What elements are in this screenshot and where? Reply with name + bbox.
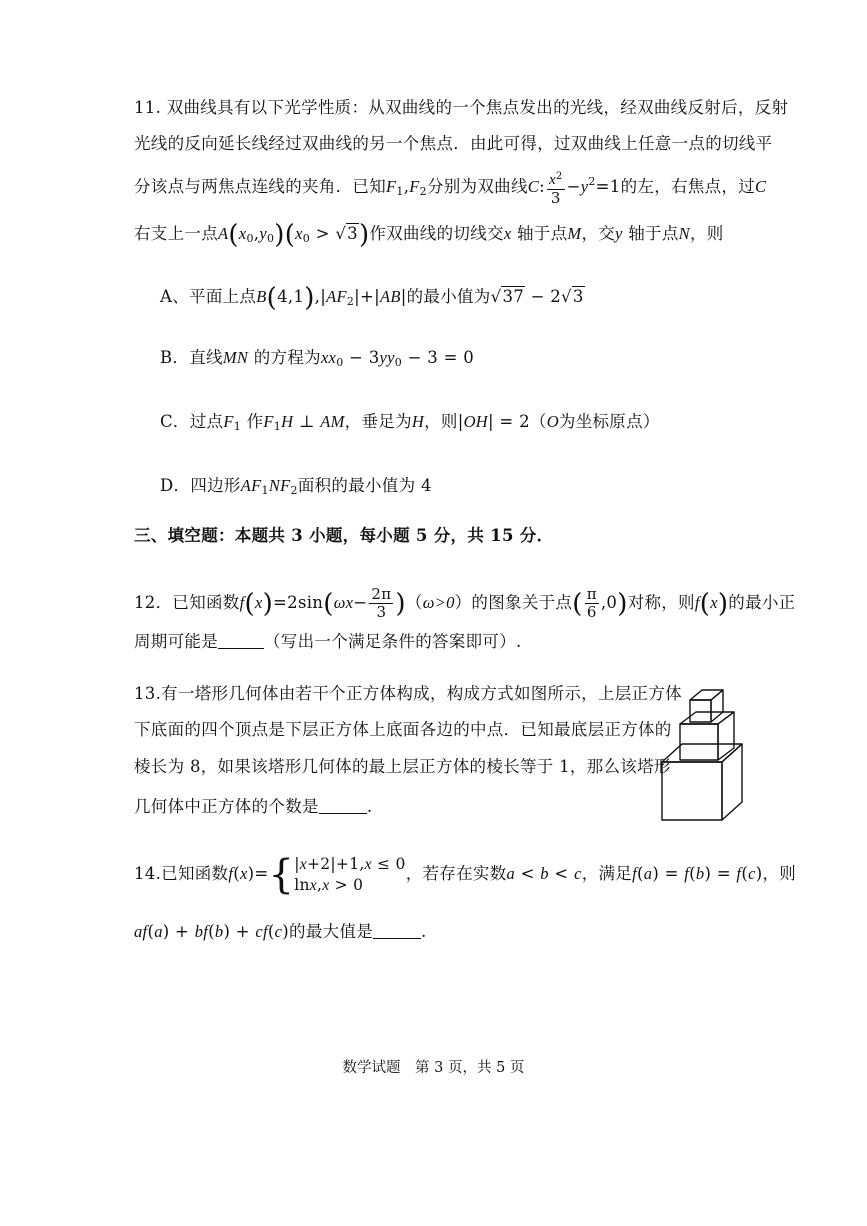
q12-line-2: 周期可能是 （写出一个满足条件的答案即可）. bbox=[134, 632, 522, 651]
q13-answer-blank bbox=[319, 797, 367, 814]
q11-option-a: A、平面上点B(4,1),|AF2|+|AB|的最小值为√37 − 2√3 bbox=[160, 283, 584, 313]
q14-line-1: 14.已知函数f(x)={ |x+2|+1,x ≤ 0 lnx,x > 0 ，若存在实数a < b < c，满足f(a) = f(b) = f(c)，则 bbox=[134, 851, 797, 898]
q14-answer-blank bbox=[373, 922, 421, 939]
q11-line-3: 分该点与两焦点连线的夹角．已知F1,F2分别为双曲线C: $\frac{x^2}{3}$ $-y^2=1$的左，右焦点，过C bbox=[134, 168, 766, 207]
q12-answer-blank bbox=[218, 632, 264, 649]
q13-line-2: 下底面的四个顶点是下层正方体上底面各边的中点．已知最底层正方体的 bbox=[134, 720, 672, 739]
q14-line-2: af(a) + bf(b) + cf(c)的最大值是 . bbox=[134, 922, 427, 941]
q12-line-1: 12．已知函数f(x)=2sin(ωx− $\frac{2\pi}{3}$ )（ω>0）的图象关于点( $\frac{\pi}{6}$ ,0)对称，则f(x)的最小正 bbox=[134, 585, 796, 621]
section-3-heading: 三、填空题：本题共 3 小题，每小题 5 分，共 15 分． bbox=[134, 526, 554, 545]
stacked-cubes-figure bbox=[660, 682, 746, 822]
q11-option-b: B．直线MN 的方程为xx0 − 3yy0 − 3 = 0 bbox=[160, 348, 475, 369]
q11-option-d: D．四边形AF1NF2面积的最小值为 4 bbox=[160, 476, 432, 497]
q11-option-c: C．过点F1 作F1H ⊥ AM，垂足为H，则|OH| = 2（O为坐标原点） bbox=[160, 412, 660, 433]
q11-line-2: 光线的反向延长线经过双曲线的另一个焦点．由此可得，过双曲线上任意一点的切线平 bbox=[134, 134, 773, 153]
q13-line-4: 几何体中正方体的个数是 . bbox=[134, 797, 373, 816]
page-footer: 数学试题 第 3 页，共 5 页 bbox=[342, 1060, 525, 1076]
q11-line-4: 右支上一点A(x0,y0)(x0 > √3)作双曲线的切线交x 轴于点M，交y 轴于点N，则 bbox=[134, 220, 724, 250]
q13-line-3: 棱长为 8，如果该塔形几何体的最上层正方体的棱长等于 1，那么该塔形 bbox=[134, 757, 671, 776]
q11-line-1: 11. 双曲线具有以下光学性质：从双曲线的一个焦点发出的光线，经双曲线反射后，反射 bbox=[134, 98, 789, 117]
q13-line-1: 13.有一塔形几何体由若干个正方体构成，构成方式如图所示，上层正方体 bbox=[134, 684, 682, 703]
